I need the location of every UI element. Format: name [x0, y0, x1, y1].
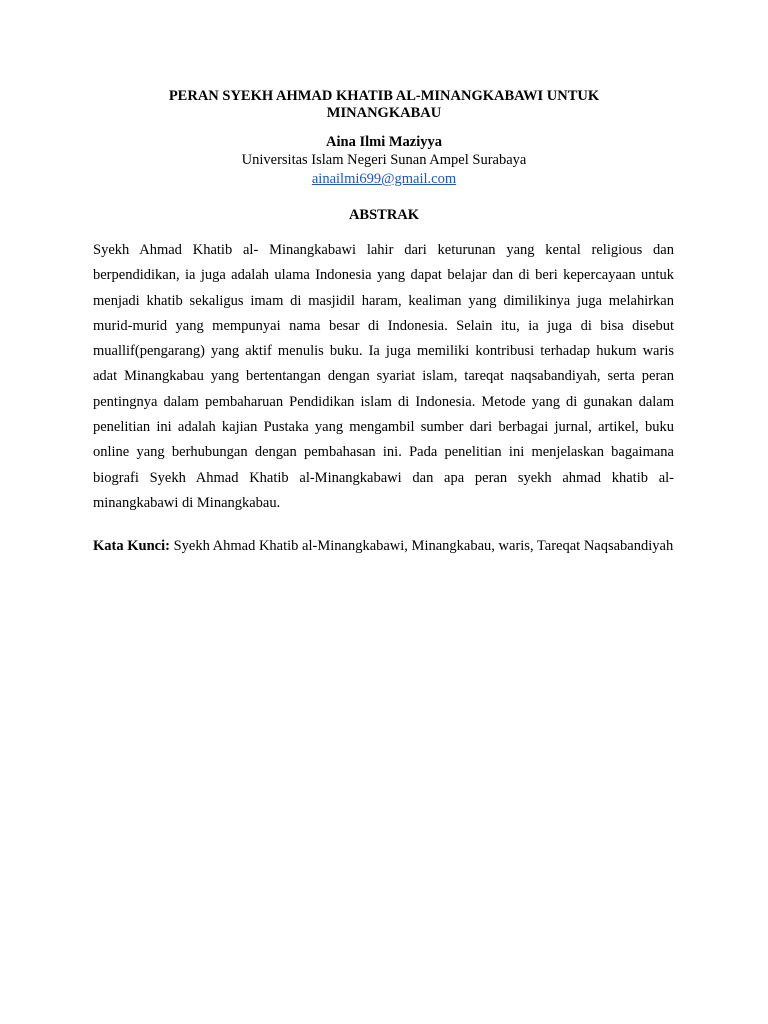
keywords-list: Syekh Ahmad Khatib al-Minangkabawi, Minangkabau, waris, Tareqat Naqsabandiyah — [169, 538, 674, 554]
author-name: Aina Ilmi Maziyya — [326, 134, 442, 150]
abstract-text: Syekh Ahmad Khatib al- Minangkabawi lahir dari keturunan yang kental religious dan berpendidikan, ia juga adalah ulama Indonesia yang dapat belajar dan di beri kepercayaan untuk menjadi khatib sekaligus imam di masjidil haram, kealiman yang dimilikinya juga melahirkan murid-murid yang mempunyai nama besar di Indonesia. Selain itu, ia juga di bisa disebut muallif(pengarang) yang aktif menulis buku. Ia juga memiliki kontribusi terhadap hukum waris adat Minangkabau yang bertentangan dengan syariat islam, tareqat naqsabandiyah, serta peran pentingnya dalam pembaharuan Pendidikan islam di Indonesia. Metode yang di gunakan dalam penelitian ini adalah kajian Pustaka yang mengambil sumber dari berbagai jurnal, artikel, buku online yang berhubungan dengan pembahasan ini. Pada penelitian ini menjelaskan bagaimana biografi Syekh Ahmad Khatib al-Minangkabawi dan apa peran syekh ahmad khatib al-minangkabawi di Minangkabau. — [93, 242, 674, 511]
author-email-line — [0, 170, 768, 188]
author-affiliation: Universitas Islam Negeri Sunan Ampel Surabaya — [241, 152, 527, 168]
keywords-label: Kata Kunci: — [93, 538, 170, 554]
paper-title: PERAN SYEKH AHMAD KHATIB AL-MINANGKABAWI UNTUK MINANGKABAU — [168, 88, 600, 121]
author-email-link[interactable]: ainailmi699@gmail.com — [311, 171, 457, 187]
abstract-heading: ABSTRAK — [348, 207, 420, 223]
keywords-paragraph — [93, 537, 674, 555]
